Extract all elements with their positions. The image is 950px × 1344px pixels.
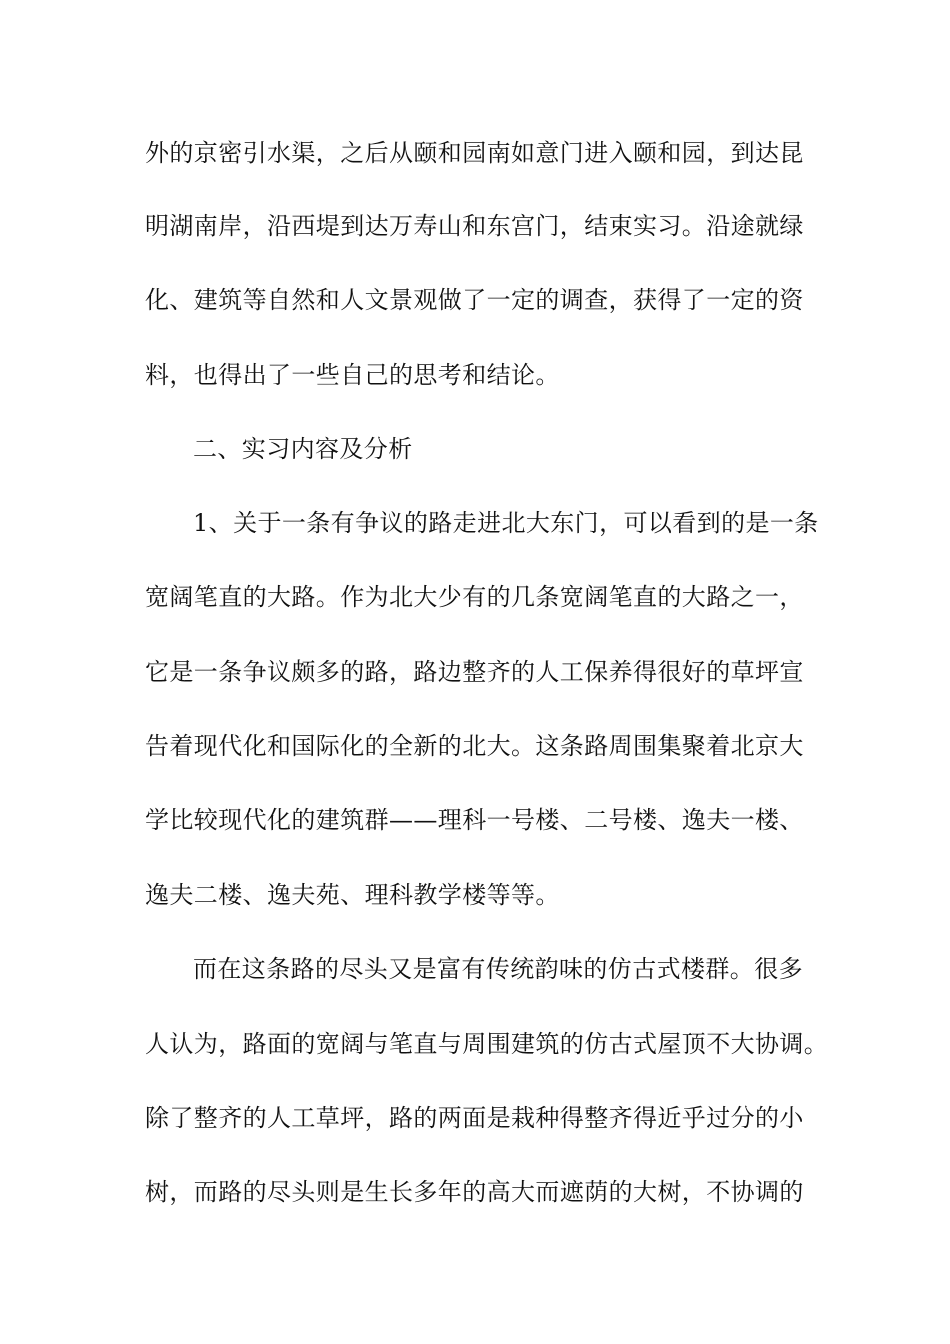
text-line: 外的京密引水渠，之后从颐和园南如意门进入颐和园，到达昆 [145,139,804,167]
text-line: 告着现代化和国际化的全新的北大。这条路周围集聚着北京大 [145,732,804,760]
text-line: 1、关于一条有争议的路走进北大东门，可以看到的是一条 [193,509,819,537]
text-line: 学比较现代化的建筑群——理科一号楼、二号楼、逸夫一楼、 [145,806,804,834]
text-line: 化、建筑等自然和人文景观做了一定的调查，获得了一定的资 [145,286,804,314]
text-line: 树，而路的尽头则是生长多年的高大而遮荫的大树，不协调的 [145,1178,804,1206]
text-line: 而在这条路的尽头又是富有传统韵味的仿古式楼群。很多 [193,955,803,983]
text-line: 逸夫二楼、逸夫苑、理科教学楼等等。 [145,881,560,909]
text-line: 除了整齐的人工草坪，路的两面是栽种得整齐得近乎过分的小 [145,1104,804,1132]
text-line: 明湖南岸，沿西堤到达万寿山和东宫门，结束实习。沿途就绿 [145,212,804,240]
text-line: 宽阔笔直的大路。作为北大少有的几条宽阔笔直的大路之一， [145,583,804,611]
text-line: 人认为，路面的宽阔与笔直与周围建筑的仿古式屋顶不大协调。 [145,1030,829,1058]
text-line: 料，也得出了一些自己的思考和结论。 [145,361,560,389]
text-line: 它是一条争议颇多的路，路边整齐的人工保养得很好的草坪宣 [145,658,804,686]
section-heading: 二、实习内容及分析 [193,435,413,463]
